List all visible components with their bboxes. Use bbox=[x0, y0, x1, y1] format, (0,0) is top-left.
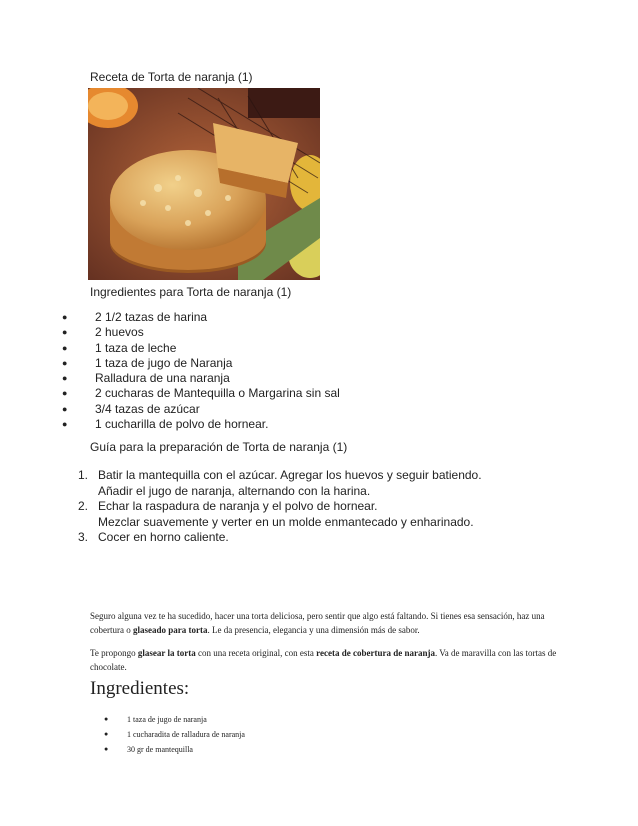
steps-list bbox=[78, 468, 482, 546]
list-item: ● 1 cucharilla de polvo de hornear. bbox=[62, 417, 269, 432]
glaze-ingredients-heading: Ingredientes: bbox=[90, 678, 190, 699]
step-item bbox=[78, 530, 482, 546]
step-number: 1. bbox=[78, 468, 89, 482]
list-item: ● 3/4 tazas de azúcar bbox=[62, 401, 200, 416]
cake-illustration bbox=[88, 88, 320, 280]
glaze-cake-keyword: glasear la torta bbox=[137, 648, 196, 658]
step-line: Batir la mantequilla con el azúcar. Agregar los huevos y seguir batiendo. bbox=[98, 468, 482, 482]
intro-paragraph: Seguro alguna vez te ha sucedido, hacer una torta deliciosa, pero sentir que algo está faltando. Si tienes esa sensación, haz una cobertura o glaseado para torta. Le da presencia, elegancia y una dimensión más de sabor. bbox=[90, 611, 545, 635]
list-item: ● 2 1/2 tazas de harina bbox=[62, 310, 208, 324]
step-item bbox=[78, 499, 482, 530]
bullet-icon: ● bbox=[104, 745, 109, 753]
list-item: ● 1 taza de jugo de Naranja bbox=[62, 355, 233, 370]
orange-cake-photo bbox=[88, 88, 320, 280]
list-item: ● Ralladura de una naranja bbox=[62, 371, 230, 386]
proposal-paragraph: Te propongo glasear la torta con una receta original, con esta receta de cobertura de naranja. Va de maravilla con las tortas de chocolate. bbox=[90, 648, 557, 672]
step-line: Cocer en horno caliente. bbox=[98, 530, 229, 544]
list-item: ● 30 gr de mantequilla bbox=[104, 742, 245, 757]
orange-glaze-keyword: receta de cobertura de naranja bbox=[316, 648, 435, 658]
list-item: ● 2 cucharas de Mantequilla o Margarina sin sal bbox=[62, 386, 340, 401]
glaze-ingredients-list bbox=[104, 712, 245, 757]
list-item: ● 1 taza de jugo de naranja bbox=[104, 712, 245, 727]
list-item: ● 1 cucharadita de ralladura de naranja bbox=[104, 727, 245, 742]
step-line: Añadir el jugo de naranja, alternando con la harina. bbox=[98, 483, 371, 498]
bullet-icon: ● bbox=[62, 403, 68, 414]
glaze-keyword: glaseado para torta bbox=[132, 625, 208, 635]
ingredients-list bbox=[62, 310, 340, 432]
guide-heading: Guía para la preparación de Torta de naranja (1) bbox=[90, 440, 348, 454]
ingredients-heading: Ingredientes para Torta de naranja (1) bbox=[90, 285, 292, 299]
bullet-icon: ● bbox=[62, 373, 68, 384]
bullet-icon: ● bbox=[62, 327, 68, 338]
recipe-title: Receta de Torta de naranja (1) bbox=[90, 70, 253, 84]
step-line: Mezclar suavemente y verter en un molde enmantecado y enharinado. bbox=[98, 514, 474, 529]
bullet-icon: ● bbox=[62, 357, 68, 368]
step-item bbox=[78, 468, 482, 499]
bullet-icon: ● bbox=[62, 312, 68, 322]
bullet-icon: ● bbox=[62, 342, 68, 353]
step-number: 3. bbox=[78, 530, 89, 544]
bullet-icon: ● bbox=[62, 388, 68, 399]
bullet-icon: ● bbox=[62, 419, 68, 430]
list-item: ● 2 huevos bbox=[62, 325, 144, 340]
bullet-icon: ● bbox=[104, 715, 109, 723]
step-line: Echar la raspadura de naranja y el polvo de hornear. bbox=[98, 499, 378, 513]
list-item: ● 1 taza de leche bbox=[62, 340, 177, 355]
step-number: 2. bbox=[78, 499, 89, 513]
bullet-icon: ● bbox=[104, 730, 109, 738]
